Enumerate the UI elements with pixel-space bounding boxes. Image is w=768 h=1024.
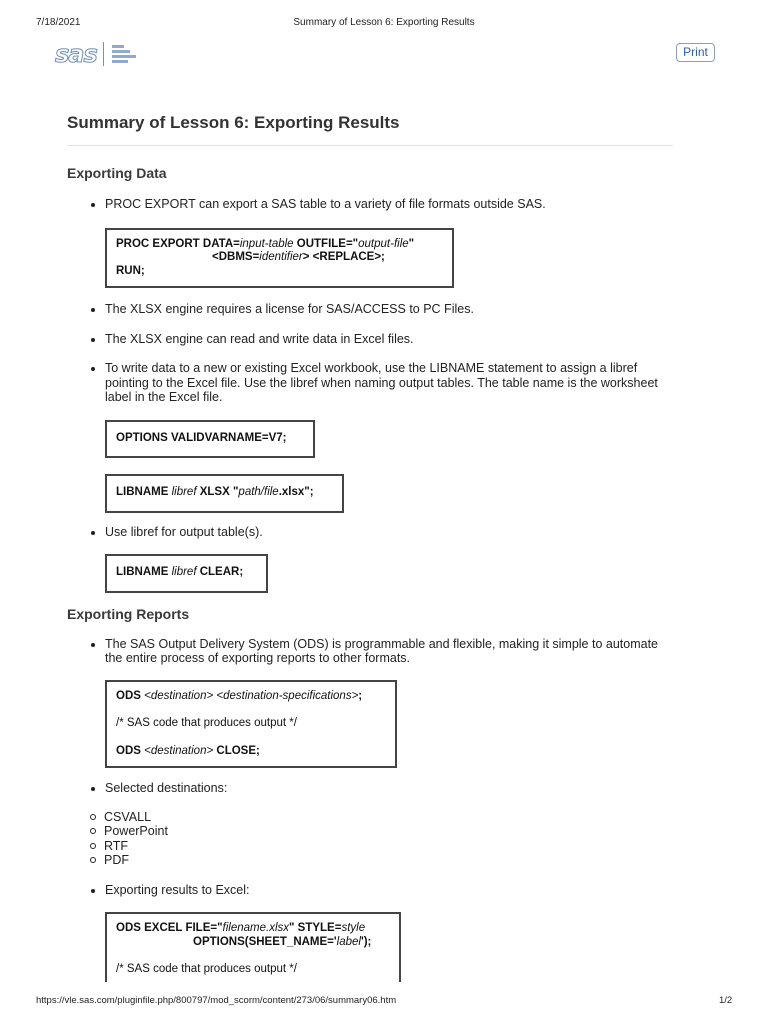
list-item: Use libref for output table(s). [67, 525, 673, 540]
destination-item: CSVALL [67, 810, 673, 825]
logo-separator [103, 42, 104, 66]
sas-logo-text: sas [55, 40, 97, 68]
footer-page-number: 1/2 [719, 995, 733, 1006]
destinations-list [67, 810, 673, 868]
code-box-libname-clear: LIBNAME libref CLEAR; [105, 554, 268, 593]
print-date: 7/18/2021 [36, 17, 81, 28]
exporting-data-list [67, 197, 673, 212]
code-box-proc-export: PROC EXPORT DATA=input-table OUTFILE="output-file" <DBMS=identifier> <REPLACE>; RUN; [105, 228, 454, 289]
list-item: The XLSX engine requires a license for SAS/ACCESS to PC Files. [67, 302, 673, 317]
destination-item: PDF [67, 853, 673, 868]
lesson-content [67, 113, 673, 982]
code-box-ods-excel: ODS EXCEL FILE="filename.xlsx" STYLE=style OPTIONS(SHEET_NAME='label'); /* SAS code that produces output */ [105, 912, 401, 982]
section-heading-exporting-reports: Exporting Reports [67, 605, 190, 622]
code-box-ods: ODS <destination> <destination-specifications>; /* SAS code that produces output */ ODS <destination> CLOSE; [105, 680, 397, 769]
list-item: The XLSX engine can read and write data in Excel files. [67, 332, 673, 347]
list-item: To write data to a new or existing Excel workbook, use the LIBNAME statement to assign a libref pointing to the Excel file. Use the libref when naming output tables. The table name is the worksheet label in the Excel file. [67, 361, 673, 405]
destination-item: RTF [67, 839, 673, 854]
exporting-reports-list [67, 637, 673, 666]
print-page-title: Summary of Lesson 6: Exporting Results [293, 17, 475, 28]
page-title: Summary of Lesson 6: Exporting Results [67, 113, 673, 146]
exporting-reports-list-2 [67, 781, 673, 897]
list-item: PROC EXPORT can export a SAS table to a variety of file formats outside SAS. [67, 197, 673, 212]
list-item: The SAS Output Delivery System (ODS) is programmable and flexible, making it simple to automate the entire process of exporting reports to other formats. [67, 637, 673, 666]
list-item: Selected destinations: CSVALL PowerPoint RTF PDF [67, 781, 673, 868]
print-button[interactable]: Print [676, 43, 715, 62]
exporting-data-list-2 [67, 302, 673, 405]
section-heading-exporting-data: Exporting Data [67, 165, 167, 181]
footer-url: https://vle.sas.com/pluginfile.php/800797/mod_scorm/content/273/06/summary06.htm [36, 995, 397, 1006]
logo-mark-icon [112, 45, 136, 63]
list-item: Exporting results to Excel: [67, 883, 673, 898]
code-box-libname: LIBNAME libref XLSX "path/file.xlsx"; [105, 474, 344, 513]
destination-item: PowerPoint [67, 824, 673, 839]
exporting-data-list-3 [67, 525, 673, 540]
code-box-options: OPTIONS VALIDVARNAME=V7; [105, 420, 315, 459]
sas-logo [55, 40, 136, 68]
